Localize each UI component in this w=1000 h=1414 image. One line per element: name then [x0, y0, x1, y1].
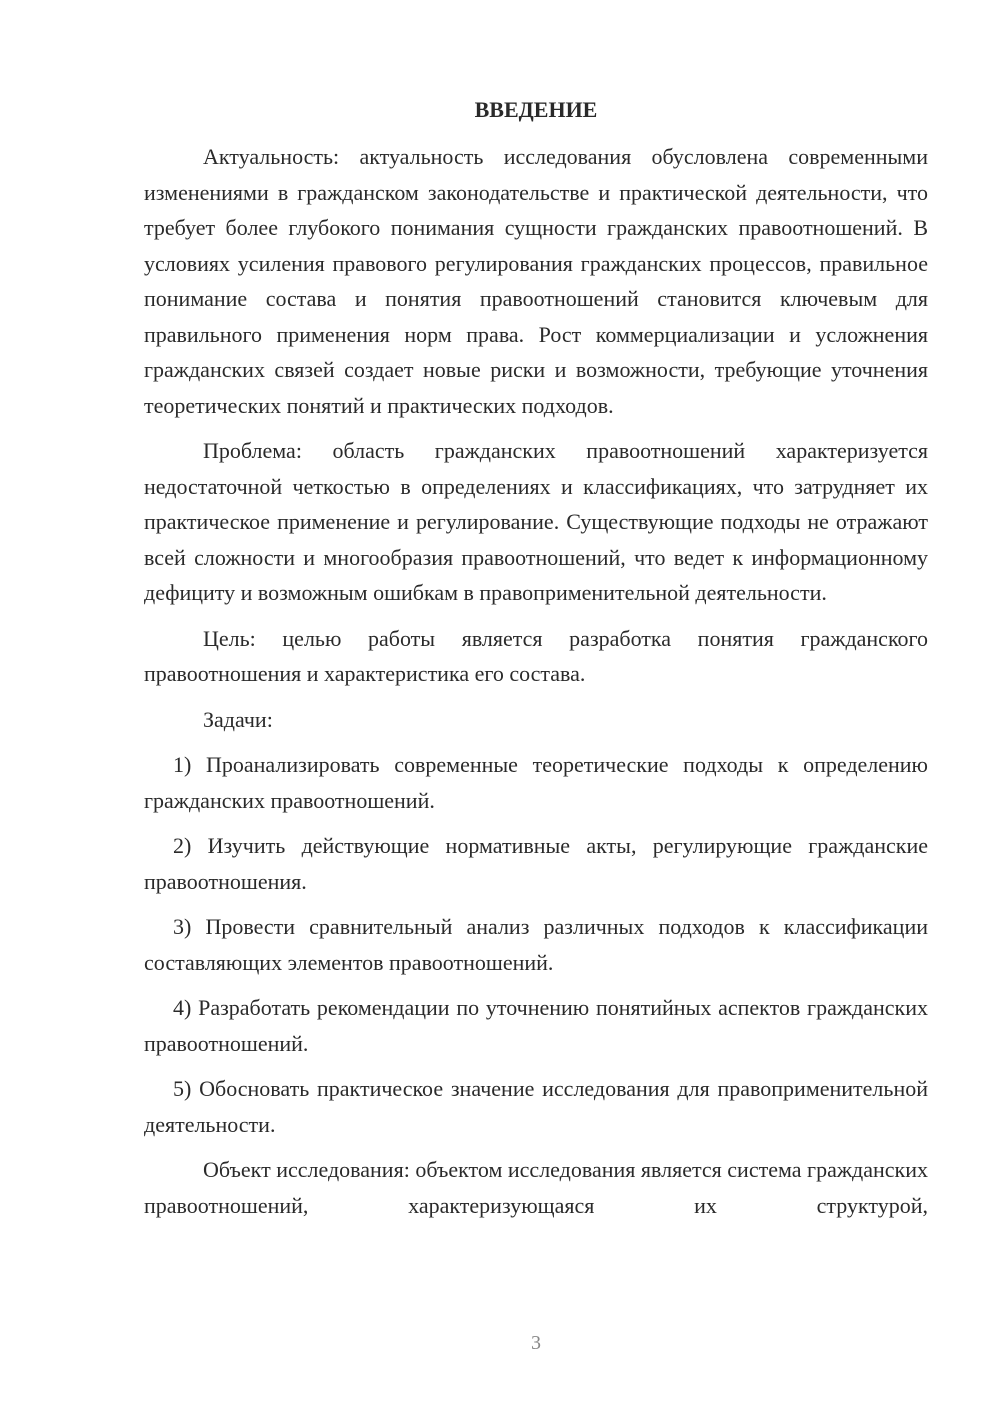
tasks-list — [144, 747, 928, 1142]
section-heading: ВВЕДЕНИЕ — [474, 97, 598, 122]
goal-paragraph: Цель: целью работы является разработка понятия гражданского правоотношения и характеристика его состава. — [144, 625, 928, 686]
page-number: 3 — [531, 1332, 541, 1354]
relevance-paragraph: Актуальность: актуальность исследования обусловлена современными изменениями в гражданском законодательстве и практической деятельности, что требует более глубокого понимания сущности гражданских правоотношений. В условиях усиления правового регулирования гражданских процессов, правильное понимание состава и понятия правоотношений становится ключевым для правильного применения норм права. Рост коммерциализации и усложнения гражданских связей создает новые риски и возможности, требующие уточнения теоретических понятий и практических подходов. — [144, 144, 928, 418]
tasks-label: Задачи: — [203, 706, 273, 732]
task-item: 5) Обосновать практическое значение исследования для правоприменительной деятельности. — [144, 1076, 928, 1137]
problem-paragraph: Проблема: область гражданских правоотношений характеризуется недостаточной четкостью в определениях и классификациях, что затрудняет их практическое применение и регулирование. Существующие подходы не отражают всей сложности и многообразия правоотношений, что ведет к информационному дефициту и возможным ошибкам в правоприменительной деятельности. — [144, 438, 928, 605]
task-item: 3) Провести сравнительный анализ различных подходов к классификации составляющих элементов правоотношений. — [144, 914, 928, 975]
task-item: 4) Разработать рекомендации по уточнению понятийных аспектов гражданских правоотношений. — [144, 995, 928, 1056]
task-item: 1) Проанализировать современные теоретические подходы к определению гражданских правоотношений. — [144, 752, 928, 813]
object-paragraph: Объект исследования: объектом исследования является система гражданских правоотношений, характеризующаяся их структурой, — [144, 1157, 928, 1218]
task-item: 2) Изучить действующие нормативные акты, регулирующие гражданские правоотношения. — [144, 833, 928, 894]
page-content — [144, 95, 928, 1233]
